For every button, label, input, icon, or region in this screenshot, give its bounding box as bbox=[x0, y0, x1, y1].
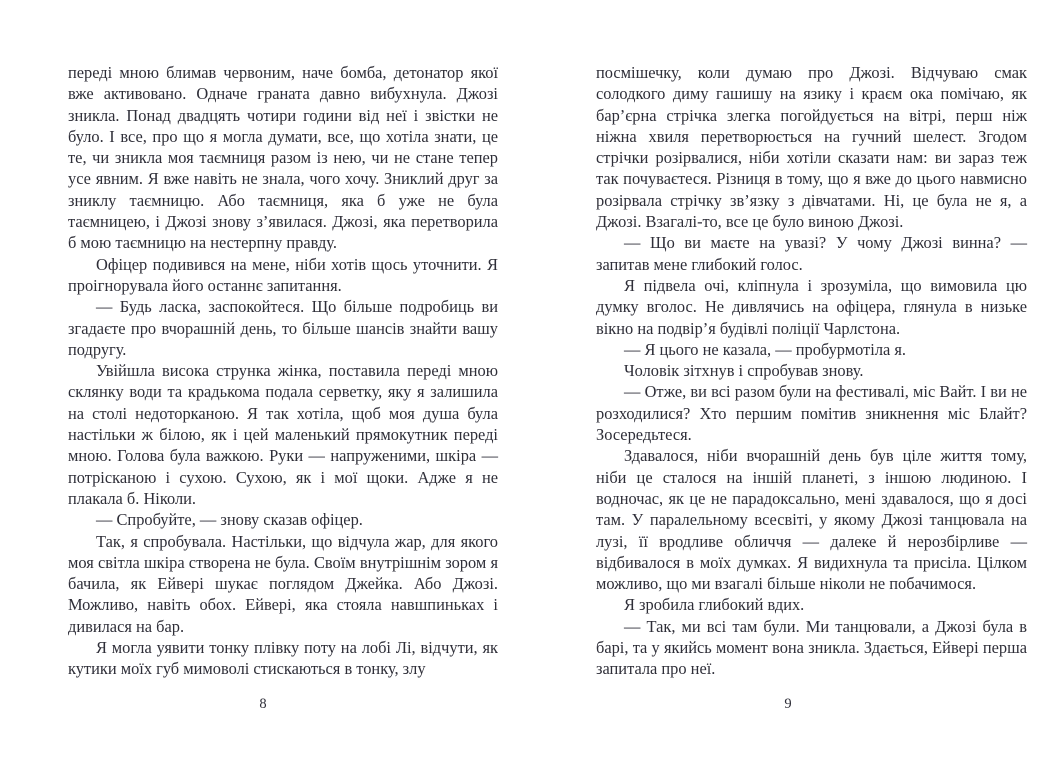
paragraph: переді мною блимав червоним, наче бомба, детонатор якої вже активовано. Одначе граната давно вибухнула. Джозі зникла. Понад двадцять чотири години від неї і звістки не було. І все, про що я могла думати, все, що хотіла знати, це те, чи зникла моя таємниця разом із нею, чи не стане тепер усе явним. Я вже навіть не знала, чого хочу. Зниклий друг за зниклу таємницю. Або таємниця, яка б уже не була таємницею, і Джозі знову з’явилася. Джозі, яка перетворила б мою таємницю на нестерпну правду. bbox=[68, 63, 498, 253]
paragraph: Увійшла висока струнка жінка, поставила переді мною склянку води та крадькома подала серветку, яку я залишила на столі недоторканою. Я так хотіла, щоб моя душа була настільки ж білою, як і цей маленький прямокутник переді мною. Голова була важкою. Руки — напруженими, шкіра — потрісканою і сухою. Сухою, як і мої щоки. Адже я не плакала б. Ніколи. bbox=[68, 361, 498, 508]
page-right bbox=[596, 62, 1027, 680]
page-number-right: 9 bbox=[784, 696, 792, 712]
paragraph: — Так, ми всі там були. Ми танцювали, а Джозі була в барі, та у якийсь момент вона зникла. Здається, Ейвері перша запитала про неї. bbox=[596, 616, 1027, 679]
paragraph: — Що ви маєте на увазі? У чому Джозі винна? — запитав мене глибокий голос. bbox=[596, 233, 1027, 274]
page-number-left: 8 bbox=[259, 696, 267, 712]
page-left bbox=[68, 62, 498, 680]
paragraph: Я могла уявити тонку плівку поту на лобі Лі, відчути, як кутики моїх губ мимоволі стискаються в тонку, злу bbox=[68, 638, 498, 679]
paragraph: — Будь ласка, заспокойтеся. Що більше подробиць ви згадаєте про вчорашній день, то більше шансів знайти вашу подругу. bbox=[68, 297, 498, 359]
paragraph: — Я цього не казала, — пробурмотіла я. bbox=[624, 339, 907, 359]
paragraph: Офіцер подивився на мене, ніби хотів щось уточнити. Я проігнорувала його останнє запитання. bbox=[68, 254, 498, 295]
paragraph: — Спробуйте, — знову сказав офіцер. bbox=[96, 510, 363, 530]
paragraph: Здавалося, ніби вчорашній день був ціле життя тому, ніби це сталося на іншій планеті, з іншою людиною. І водночас, як це не парадоксально, мені здавалося, що я досі там. У паралельному всесвіті, у якому Джозі танцювала на лузі, її вродливе обличчя — далеке й нерозбірливе — відбивалося в моїх думках. Я видихнула та присіла. Цілком можливо, що ми взагалі більше ніколи не побачимося. bbox=[596, 446, 1027, 594]
paragraph: Я зробила глибокий вдих. bbox=[624, 595, 805, 615]
paragraph: Я підвела очі, кліпнула і зрозуміла, що вимовила цю думку вголос. Не дивлячись на офіцера, глянула в низьке вікно на подвір’я будівлі поліції Чарлстона. bbox=[596, 275, 1027, 338]
paragraph: — Отже, ви всі разом були на фестивалі, міс Вайт. І ви не розходилися? Хто першим помітив зникнення міс Блайт? Зосередьтеся. bbox=[596, 382, 1027, 445]
paragraph: Так, я спробувала. Настільки, що відчула жар, для якого моя світла шкіра створена не була. Своїм внутрішнім зором я бачила, як Ейвері шукає поглядом Джейка. Або Джозі. Можливо, навіть обох. Ейвері, яка стояла навшпиньках і дивилася на бар. bbox=[68, 531, 498, 636]
paragraph: посмішечку, коли думаю про Джозі. Відчуваю смак солодкого диму гашишу на язику і краєм ока помічаю, як бар’єрна стрічка злегка погойдується на вітрі, перш ніж ніжна хвиля перетворюється на гучний шелест. Згодом стрічки розірвалися, ніби хотіли сказати нам: ви зараз теж так почуваєтеся. Різниця в тому, що я вже до цього навмисно розірвала стрічку зв’язку з дівчатами. Ні, це була не я, а Джозі. Взагалі-то, все це було виною Джозі. bbox=[596, 63, 1027, 232]
paragraph: Чоловік зітхнув і спробував знову. bbox=[624, 361, 864, 381]
